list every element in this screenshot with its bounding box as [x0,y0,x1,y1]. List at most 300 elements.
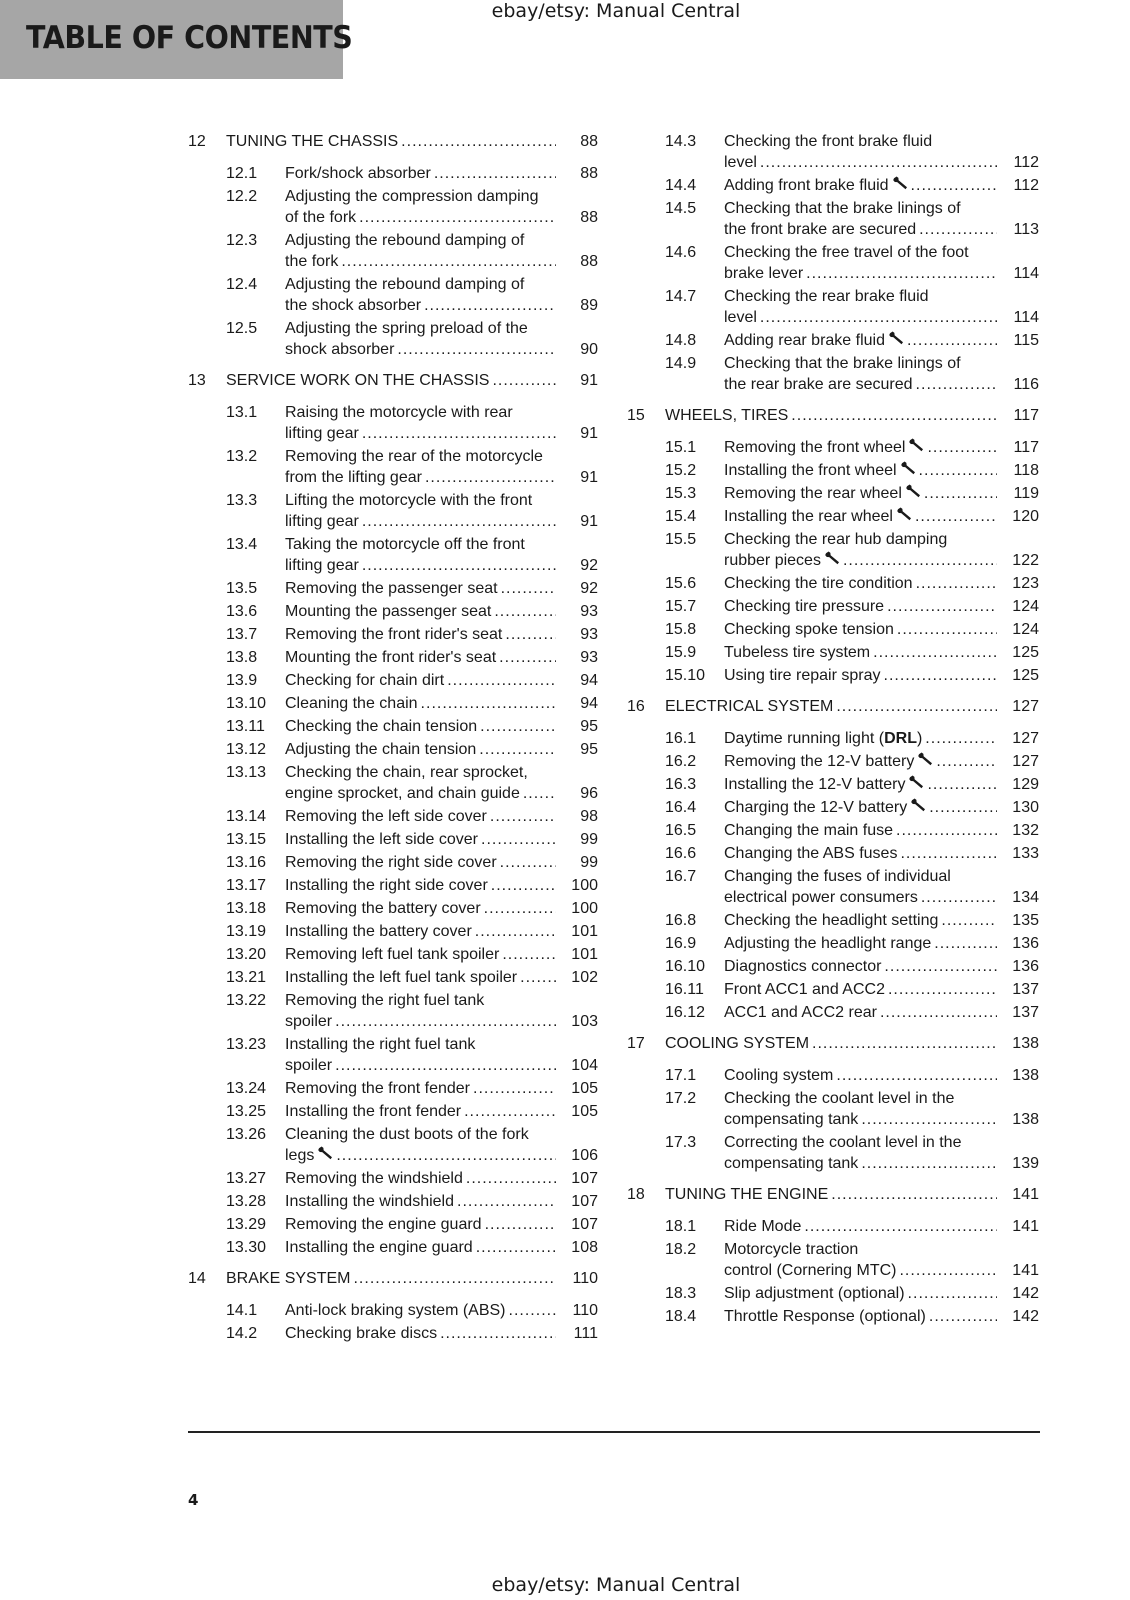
toc-section-entry[interactable] [627,483,1039,504]
entry-title: Checking the front brake fluid [724,133,933,150]
entry-title: Removing the rear wheel [724,485,902,502]
entry-number: 14.5 [665,200,697,217]
entry-title: Installing the left side cover [285,831,478,848]
dot-leader [487,806,556,827]
entry-page-number: 122 [1012,552,1039,569]
toc-section-entry[interactable] [627,596,1039,617]
dot-leader [421,295,556,316]
dot-leader [913,573,997,594]
entry-page-number: 141 [1012,1186,1039,1203]
toc-chapter-entry[interactable] [188,370,598,391]
entry-number: 17.2 [665,1090,697,1107]
toc-section-entry[interactable] [627,728,1039,749]
entry-title: Adjusting the rebound damping of [285,232,525,249]
wrench-icon [888,330,904,344]
dot-leader [499,944,556,965]
entry-title: Removing the right side cover [285,854,497,871]
toc-section-entry[interactable] [627,506,1039,527]
toc-section-entry[interactable] [188,1191,598,1212]
entry-title: Checking the chain, rear sprocket, [285,764,528,781]
entry-title: Removing the front wheel [724,439,906,456]
entry-page-number: 134 [1012,889,1039,906]
entry-title: Changing the ABS fuses [724,845,898,862]
dot-leader [481,898,556,919]
dot-leader [332,1011,556,1032]
wrench-icon [317,1145,333,1159]
entry-title: Removing the battery cover [285,900,481,917]
entry-page-number: 118 [1013,462,1039,479]
entry-number: 14.2 [226,1325,258,1342]
dot-leader [884,596,997,617]
entry-number: 15.7 [665,598,697,615]
entry-title: Fork/shock absorber [285,165,431,182]
entry-title: Removing the front fender [285,1080,470,1097]
entry-page-number: 136 [1012,958,1039,975]
toc-section-entry[interactable] [627,330,1039,351]
entry-title: ACC1 and ACC2 rear [724,1004,877,1021]
entry-title: Raising the motorcycle with rear [285,404,513,421]
entry-title: Checking that the brake linings of [724,355,961,372]
dot-leader [913,374,997,395]
entry-title: Removing the engine guard [285,1216,482,1233]
entry-title: Using tire repair spray [724,667,881,684]
toc-section-entry[interactable] [627,910,1039,931]
entry-page-number: 114 [1013,265,1039,282]
dot-leader [333,1145,556,1166]
entry-title: Adjusting the headlight range [724,935,932,952]
entry-number: 14.4 [665,177,697,194]
entry-number: 15.3 [665,485,697,502]
toc-chapter-entry[interactable] [627,405,1039,426]
entry-title: Installing the rear wheel [724,508,893,525]
dot-leader [454,1191,556,1212]
entry-title: WHEELS, TIRES [665,407,789,424]
entry-title: Installing the front fender [285,1103,462,1120]
entry-title: Adjusting the compression damping [285,188,539,205]
wrench-icon [896,506,912,520]
entry-title: Adding front brake fluid [724,177,889,194]
entry-number: 14.8 [665,332,697,349]
entry-number: 13.14 [226,808,267,825]
dot-leader [418,693,556,714]
toc-section-entry[interactable] [188,446,598,488]
entry-page-number: 123 [1012,575,1039,592]
toc-section-entry[interactable] [188,739,598,760]
entry-number: 13.4 [226,536,258,553]
entry-title: Mounting the front rider's seat [285,649,497,666]
dot-leader [497,852,556,873]
dot-leader [905,1283,997,1304]
dot-leader [840,550,997,571]
toc-section-entry[interactable] [627,198,1039,240]
entry-page-number: 138 [1012,1035,1039,1052]
dot-leader [921,483,997,504]
dot-leader [444,670,556,691]
dot-leader [916,460,997,481]
entry-title: Front ACC1 and ACC2 [724,981,885,998]
wrench-icon [908,774,924,788]
entry-title: Taking the motorcycle off the front [285,536,525,553]
dot-leader [332,1055,556,1076]
dot-leader [912,506,997,527]
dot-leader [356,207,556,228]
dot-leader [897,843,997,864]
entry-number: 16.4 [665,799,697,816]
dot-leader [473,1237,556,1258]
entry-page-number: 88 [580,133,598,150]
entry-page-number: 127 [1012,730,1039,747]
toc-section-entry[interactable] [188,898,598,919]
toc-chapter [627,1184,1039,1327]
entry-title: Removing the front rider's seat [285,626,503,643]
toc-section-entry[interactable] [627,529,1039,571]
entry-number: 13.15 [226,831,267,848]
entry-page-number: 117 [1013,407,1039,424]
entry-number: 13.30 [226,1239,267,1256]
footer-divider [188,1431,1040,1433]
wrench-icon [824,550,840,564]
toc-section-entry[interactable] [627,820,1039,841]
entry-title: Cleaning the chain [285,695,418,712]
toc-section-entry[interactable] [188,693,598,714]
page-number: 4 [188,1491,199,1509]
toc-chapter [627,131,1039,395]
toc-section-entry[interactable] [627,1002,1039,1023]
entry-title: Installing the front wheel [724,462,897,479]
dot-leader [924,774,997,795]
entry-title: COOLING SYSTEM [665,1035,810,1052]
entry-number: 15.1 [665,439,697,456]
entry-page-number: 96 [580,785,598,802]
entry-page-number: 98 [580,808,598,825]
entry-title: Checking the headlight setting [724,912,939,929]
entry-title: Motorcycle traction [724,1241,859,1258]
toc-section-entry[interactable] [188,624,598,645]
entry-title: of the fork [285,209,357,226]
entry-title: Slip adjustment (optional) [724,1285,905,1302]
toc-chapter [188,131,598,360]
toc-section-entry[interactable] [627,242,1039,284]
dot-leader [422,467,556,488]
wrench-icon [917,751,933,765]
entry-number: 13.13 [226,764,267,781]
entry-number: 13.7 [226,626,258,643]
toc-section-entry[interactable] [627,979,1039,1000]
entry-title: Installing the 12-V battery [724,776,906,793]
entry-title: TUNING THE CHASSIS [226,133,399,150]
toc-section-entry[interactable] [627,175,1039,196]
entry-page-number: 141 [1012,1218,1039,1235]
toc-section-entry[interactable] [188,670,598,691]
entry-title: control (Cornering MTC) [724,1262,897,1279]
dot-leader [359,555,556,576]
entry-number: 15.10 [665,667,706,684]
entry-title: Removing the rear of the motorcycle [285,448,543,465]
toc-column-right [627,131,1039,1337]
dot-leader [398,131,556,152]
entry-title-suffix: ) [916,730,923,747]
entry-number: 13.2 [226,448,258,465]
toc-section-entry[interactable] [627,1283,1039,1304]
dot-leader [896,1260,997,1281]
entry-page-number: 125 [1012,667,1039,684]
entry-number: 12.4 [226,276,258,293]
entry-number: 13.21 [226,969,267,986]
entry-number: 15 [627,407,645,424]
entry-page-number: 93 [580,649,598,666]
watermark-bottom: ebay/etsy: Manual Central [491,1574,741,1596]
dot-leader [803,263,997,284]
entry-title: Checking the chain tension [285,718,478,735]
toc-section-entry[interactable] [188,163,598,184]
entry-page-number: 91 [580,513,598,530]
entry-number: 13.16 [226,854,267,871]
entry-number: 13.23 [226,1036,267,1053]
toc-section-entry[interactable] [188,1323,598,1344]
entry-title: Checking the free travel of the foot [724,244,969,261]
entry-number: 16.6 [665,845,697,862]
dot-leader [904,330,997,351]
entry-page-number: 101 [571,923,598,940]
dot-leader [463,1168,556,1189]
entry-number: 13.12 [226,741,267,758]
entry-number: 17.1 [665,1067,697,1084]
toc-section-entry[interactable] [188,1237,598,1258]
toc-chapter-entry[interactable] [627,696,1039,717]
toc-section-entry[interactable] [188,829,598,850]
entry-number: 16.10 [665,958,706,975]
toc-section-entry[interactable] [627,774,1039,795]
entry-title: brake lever [724,265,804,282]
toc-chapter-entry[interactable] [188,1268,598,1289]
toc-section-entry[interactable] [627,1306,1039,1327]
toc-section-entry[interactable] [188,990,598,1032]
entry-page-number: 120 [1012,508,1039,525]
toc-section-entry[interactable] [627,797,1039,818]
entry-number: 14.1 [226,1302,258,1319]
entry-page-number: 90 [580,341,598,358]
entry-title: lifting gear [285,513,359,530]
entry-number: 16.11 [665,981,704,998]
toc-chapter [188,370,598,1258]
toc-section-entry[interactable] [627,286,1039,328]
toc-section-entry[interactable] [188,716,598,737]
entry-page-number: 132 [1012,822,1039,839]
entry-title: BRAKE SYSTEM [226,1270,351,1287]
toc-section-entry[interactable] [188,875,598,896]
entry-number: 15.2 [665,462,697,479]
toc-section-entry[interactable] [627,1216,1039,1237]
toc-section-entry[interactable] [188,1101,598,1122]
entry-number: 16.8 [665,912,697,929]
toc-section-entry[interactable] [188,578,598,599]
toc-section-entry[interactable] [627,437,1039,458]
dot-leader [461,1101,556,1122]
entry-page-number: 105 [571,1080,598,1097]
toc-section-entry[interactable] [188,230,598,272]
toc-section-entry[interactable] [188,806,598,827]
entry-number: 13.27 [226,1170,267,1187]
entry-title: shock absorber [285,341,395,358]
toc-section-entry[interactable] [627,843,1039,864]
entry-title: Checking the rear brake fluid [724,288,929,305]
entry-page-number: 129 [1012,776,1039,793]
entry-title: spoiler [285,1013,333,1030]
dot-leader [858,1109,997,1130]
entry-title: Cleaning the dust boots of the fork [285,1126,529,1143]
entry-page-number: 137 [1012,1004,1039,1021]
dot-leader [908,175,997,196]
toc-section-entry[interactable] [188,1078,598,1099]
dot-leader [757,307,997,328]
page-title: TABLE OF CONTENTS [26,20,353,56]
toc-section-entry[interactable] [188,967,598,988]
dot-leader [478,829,556,850]
toc-section-entry[interactable] [627,866,1039,908]
dot-leader [828,1184,997,1205]
entry-title: Checking the coolant level in the [724,1090,955,1107]
entry-page-number: 99 [580,854,598,871]
toc-section-entry[interactable] [188,1034,598,1076]
dot-leader [472,921,556,942]
entry-title: Installing the engine guard [285,1239,473,1256]
toc-section-entry[interactable] [188,944,598,965]
toc-section-entry[interactable] [627,573,1039,594]
entry-page-number: 88 [580,209,598,226]
dot-leader [922,728,997,749]
toc-section-entry[interactable] [188,601,598,622]
toc-section-entry[interactable] [188,1124,598,1166]
entry-number: 13.19 [226,923,267,940]
toc-section-entry[interactable] [188,318,598,360]
entry-page-number: 135 [1012,912,1039,929]
entry-title: lifting gear [285,557,359,574]
entry-number: 13.28 [226,1193,267,1210]
entry-title: TUNING THE ENGINE [665,1186,829,1203]
entry-page-number: 138 [1012,1111,1039,1128]
wrench-icon [905,483,921,497]
entry-title: Checking the rear hub damping [724,531,948,548]
entry-page-number: 142 [1012,1285,1039,1302]
watermark-top: ebay/etsy: Manual Central [491,0,741,22]
wrench-icon [892,175,908,189]
entry-page-number: 106 [571,1147,598,1164]
toc-section-entry[interactable] [188,762,598,804]
toc-section-entry[interactable] [627,751,1039,772]
entry-title: Installing the right side cover [285,877,488,894]
entry-title: Changing the fuses of individual [724,868,951,885]
entry-number: 13.25 [226,1103,267,1120]
entry-title: the front brake are secured [724,221,917,238]
entry-title: Removing the right fuel tank [285,992,485,1009]
entry-title: Checking brake discs [285,1325,438,1342]
toc-section-entry[interactable] [627,933,1039,954]
entry-page-number: 102 [571,969,598,986]
toc-section-entry[interactable] [188,647,598,668]
toc-section-entry[interactable] [627,642,1039,663]
entry-number: 14.3 [665,133,697,150]
entry-number: 13.11 [226,718,265,735]
toc-section-entry[interactable] [627,1088,1039,1130]
entry-title: Adjusting the spring preload of the [285,320,528,337]
toc-section-entry[interactable] [188,534,598,576]
entry-page-number: 91 [580,469,598,486]
dot-leader [894,619,997,640]
toc-chapter-entry[interactable] [627,1184,1039,1205]
dot-leader [338,251,556,272]
toc-section-entry[interactable] [627,460,1039,481]
entry-number: 13.10 [226,695,267,712]
entry-number: 13.5 [226,580,258,597]
toc-chapter-entry[interactable] [627,1033,1039,1054]
entry-title: Throttle Response (optional) [724,1308,926,1325]
dot-leader [788,405,997,426]
dot-leader [477,716,556,737]
dot-leader [931,933,997,954]
entry-page-number: 110 [572,1302,598,1319]
toc-section-entry[interactable] [188,921,598,942]
entry-number: 14 [188,1270,206,1287]
entry-title: Anti-lock braking system (ABS) [285,1302,506,1319]
entry-title: Checking spoke tension [724,621,894,638]
toc-section-entry[interactable] [188,852,598,873]
entry-page-number: 103 [571,1013,598,1030]
entry-title: Diagnostics connector [724,958,882,975]
toc-section-entry[interactable] [188,1214,598,1235]
entry-page-number: 95 [580,741,598,758]
dot-leader [933,751,997,772]
entry-number: 13.29 [226,1216,267,1233]
entry-title: Checking for chain dirt [285,672,445,689]
toc-chapter [627,1033,1039,1174]
entry-page-number: 136 [1012,935,1039,952]
toc-section-entry[interactable] [627,353,1039,395]
dot-leader [833,696,997,717]
dot-leader [881,956,997,977]
entry-number: 14.6 [665,244,697,261]
toc-section-entry[interactable] [627,1132,1039,1174]
entry-number: 14.9 [665,355,697,372]
toc-section-entry[interactable] [627,1065,1039,1086]
dot-leader [482,1214,556,1235]
entry-title: spoiler [285,1057,333,1074]
wrench-icon [908,437,924,451]
entry-title: Installing the left fuel tank spoiler [285,969,518,986]
toc-section-entry[interactable] [188,490,598,532]
dot-leader [476,739,556,760]
toc-section-entry[interactable] [188,1168,598,1189]
toc-chapter-entry[interactable] [188,131,598,152]
toc-section-entry[interactable] [188,274,598,316]
toc-section-entry[interactable] [627,619,1039,640]
entry-title: Mounting the passenger seat [285,603,492,620]
toc-section-entry[interactable] [188,186,598,228]
entry-page-number: 100 [571,900,598,917]
entry-number: 12.2 [226,188,258,205]
toc-section-entry[interactable] [627,665,1039,686]
toc-section-entry[interactable] [627,131,1039,173]
entry-page-number: 99 [580,831,598,848]
toc-section-entry[interactable] [627,956,1039,977]
entry-page-number: 89 [580,297,598,314]
toc-section-entry[interactable] [188,1300,598,1321]
entry-title: Daytime running light ( [724,730,885,747]
toc-section-entry[interactable] [627,1239,1039,1281]
entry-page-number: 130 [1012,799,1039,816]
entry-title: Adding rear brake fluid [724,332,885,349]
entry-number: 15.8 [665,621,697,638]
toc-section-entry[interactable] [188,402,598,444]
